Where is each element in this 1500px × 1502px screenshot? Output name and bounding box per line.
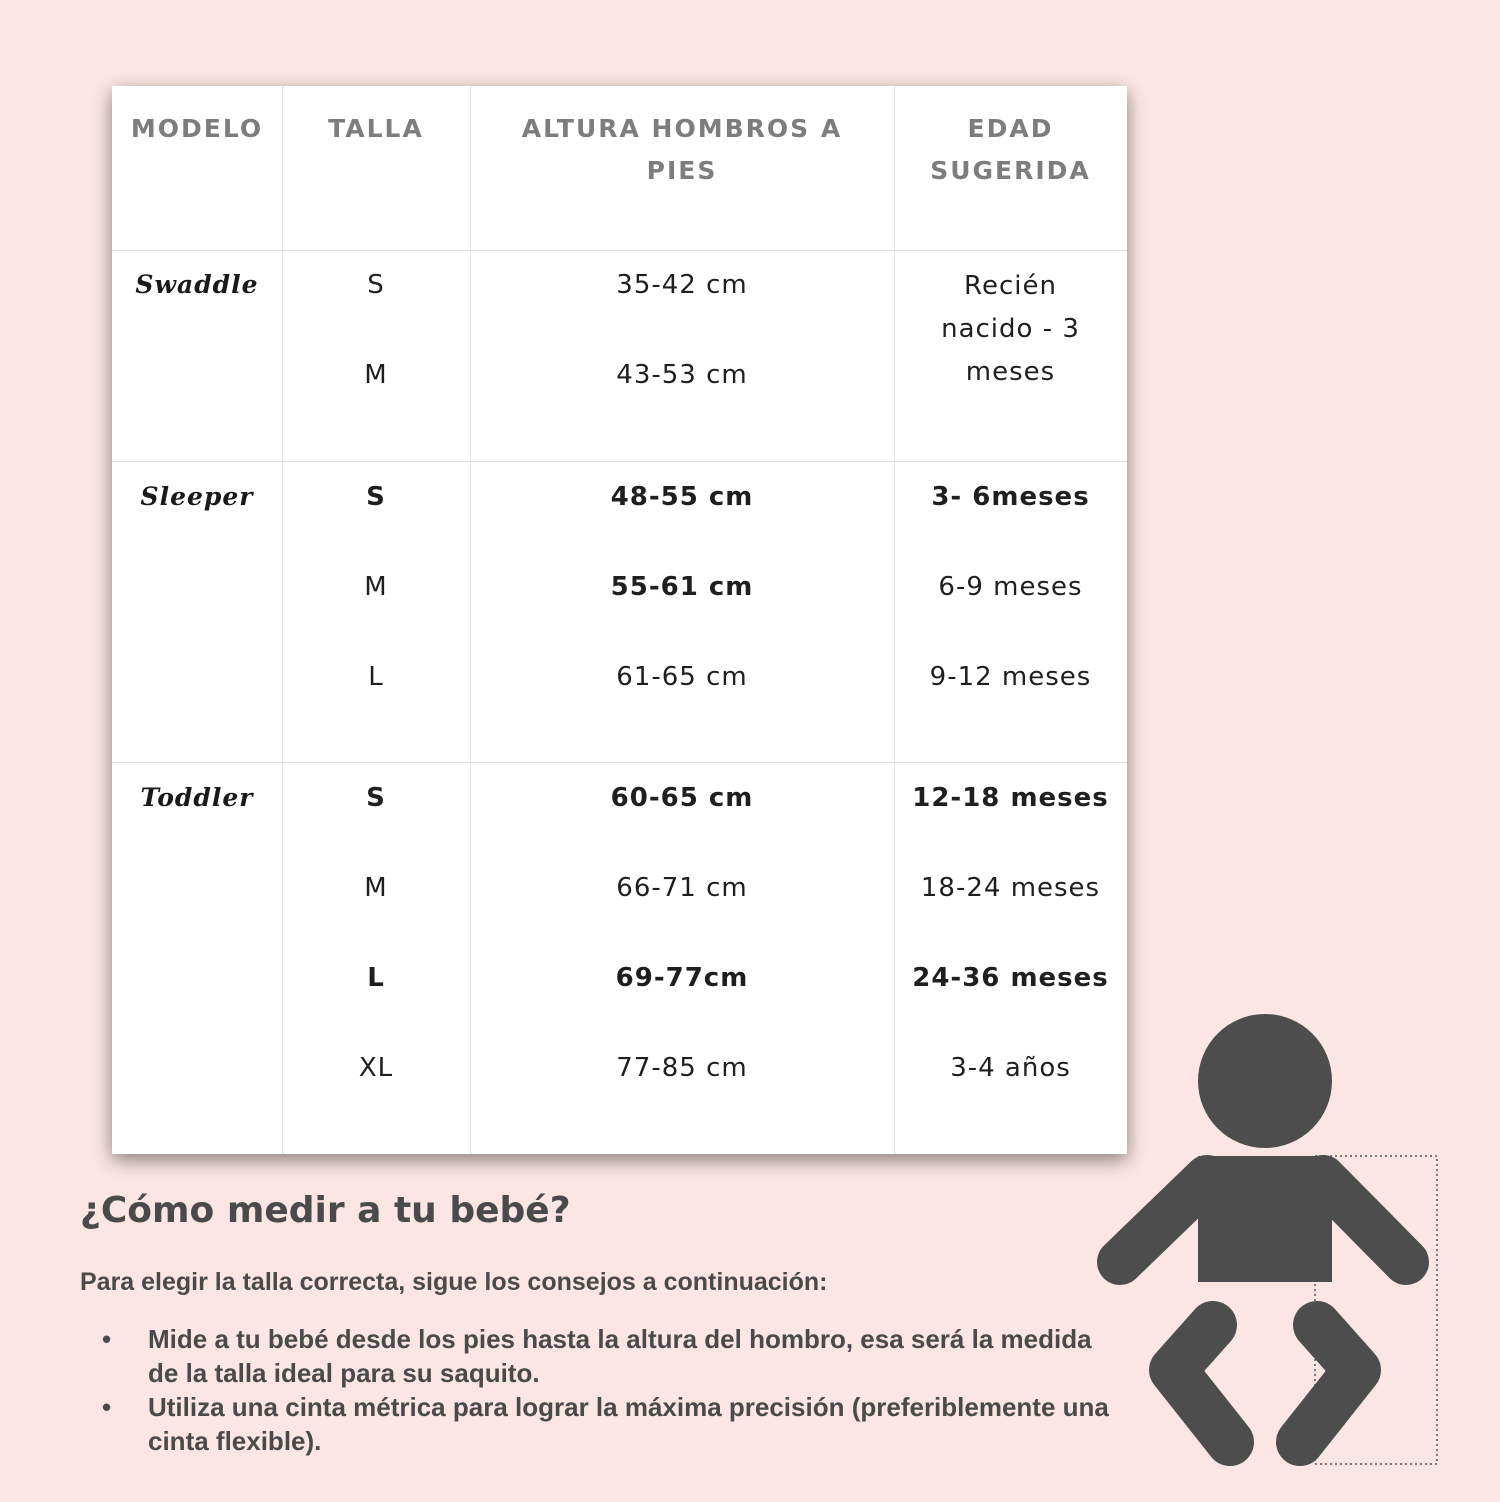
header-talla: TALLA	[328, 114, 424, 143]
edad-cell: 6-9 meses	[938, 572, 1083, 602]
header-altura	[470, 108, 894, 192]
column-divider	[282, 86, 283, 1154]
edad-cell: 24-36 meses	[912, 963, 1109, 993]
edad-cell: 3-4 años	[950, 1053, 1071, 1083]
altura-cell: 61-65 cm	[616, 662, 748, 692]
header-altura-line1: ALTURA HOMBROS A	[521, 114, 843, 143]
talla-cell: S	[366, 783, 386, 813]
baby-figure	[1120, 1014, 1406, 1442]
edad-cell: 18-24 meses	[920, 873, 1101, 903]
altura-cell: 48-55 cm	[610, 482, 754, 512]
talla-cell: L	[368, 662, 384, 692]
column-divider	[894, 86, 895, 1154]
talla-cell: XL	[358, 1053, 394, 1083]
tip-text: Utiliza una cinta métrica para lograr la máxima precisión (preferiblemente una cinta flexible).	[148, 1392, 1109, 1456]
header-edad-line2: SUGERIDA	[930, 156, 1091, 185]
altura-cell: 43-53 cm	[616, 360, 748, 390]
bullet-icon: •	[102, 1392, 112, 1422]
edad-cell: 12-18 meses	[912, 783, 1109, 813]
header-edad-line1: EDAD	[967, 114, 1054, 143]
talla-cell: S	[366, 482, 386, 512]
altura-cell: 66-71 cm	[616, 873, 748, 903]
model-swaddle: Swaddle	[135, 270, 259, 299]
talla-cell: M	[364, 572, 388, 602]
talla-cell: L	[367, 963, 385, 993]
list-item	[80, 1322, 1110, 1390]
row-divider	[112, 461, 1127, 462]
edad-line: Recién	[964, 271, 1057, 301]
edad-cell-swaddle	[894, 265, 1127, 394]
column-divider	[470, 86, 471, 1154]
header-edad	[894, 108, 1127, 192]
edad-cell: 9-12 meses	[929, 662, 1092, 692]
row-divider	[112, 762, 1127, 763]
altura-cell: 60-65 cm	[610, 783, 754, 813]
edad-line: meses	[965, 357, 1056, 387]
guide-intro: Para elegir la talla correcta, sigue los consejos a continuación:	[80, 1268, 828, 1296]
bullet-icon: •	[102, 1324, 112, 1354]
tip-text: Mide a tu bebé desde los pies hasta la altura del hombro, esa será la medida de la talla ideal para su saquito.	[148, 1324, 1092, 1388]
tips-list	[80, 1322, 1110, 1458]
altura-cell: 77-85 cm	[616, 1053, 748, 1083]
baby-icon	[1095, 1010, 1445, 1475]
altura-cell: 69-77cm	[615, 963, 749, 993]
header-altura-line2: PIES	[646, 156, 718, 185]
model-toddler: Toddler	[140, 783, 254, 812]
model-sleeper: Sleeper	[140, 482, 254, 511]
talla-cell: M	[364, 360, 388, 390]
guide-title: ¿Cómo medir a tu bebé?	[80, 1190, 571, 1231]
row-divider	[112, 250, 1127, 251]
talla-cell: S	[367, 270, 385, 300]
edad-line: nacido - 3	[941, 314, 1080, 344]
list-item	[80, 1390, 1110, 1458]
altura-cell: 35-42 cm	[616, 270, 748, 300]
size-chart-table	[112, 86, 1127, 1154]
altura-cell: 55-61 cm	[610, 572, 754, 602]
header-modelo: MODELO	[130, 114, 264, 143]
edad-cell: 3- 6meses	[931, 482, 1090, 512]
talla-cell: M	[364, 873, 388, 903]
